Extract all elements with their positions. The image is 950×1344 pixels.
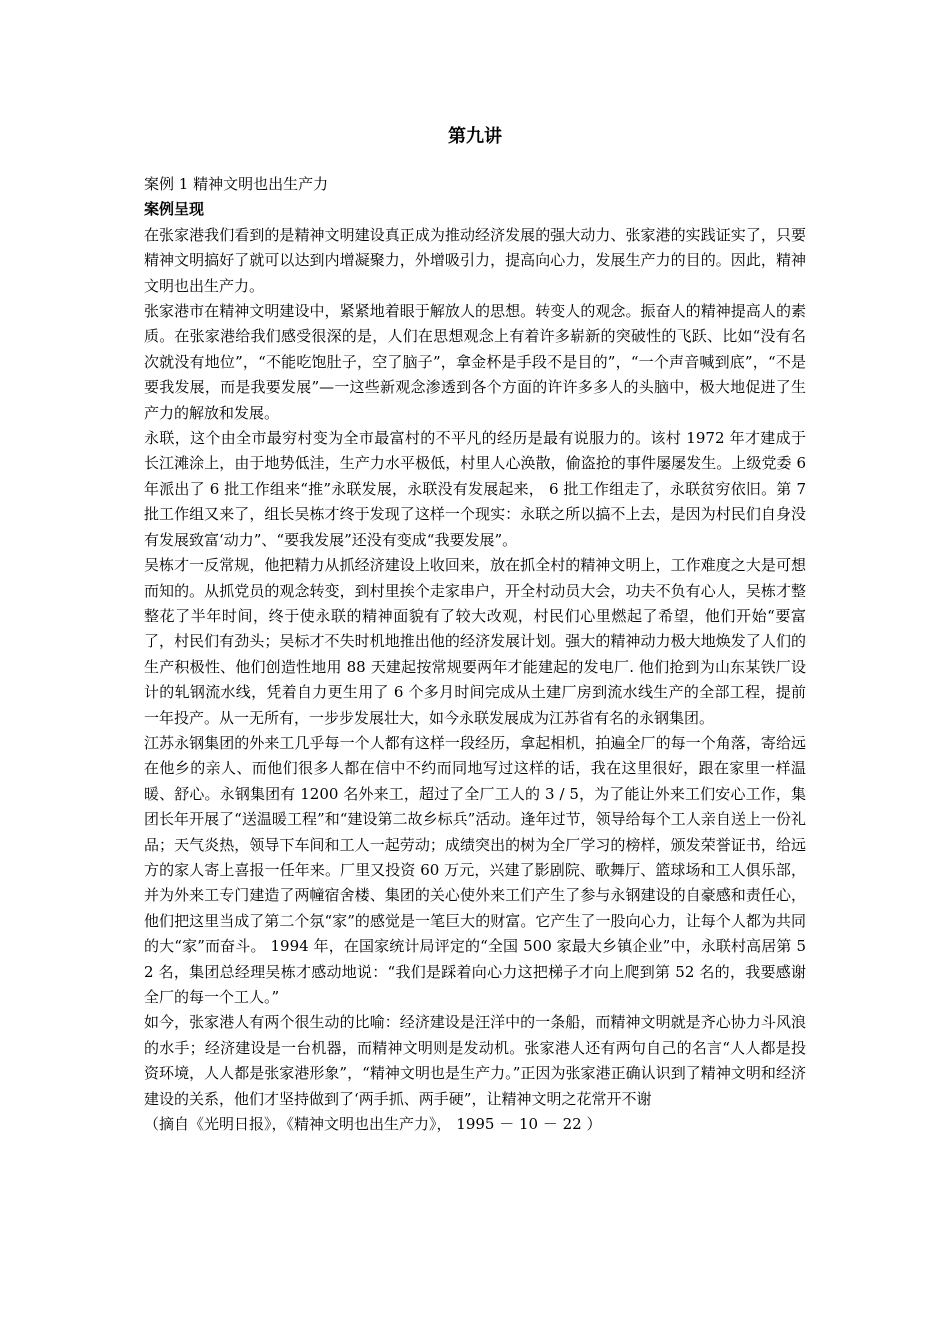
paragraph: 张家港市在精神文明建设中，紧紧地着眼于解放人的思想。转变人的观念。振奋人的精神提高人的素质。在张家港给我们感受很深的是，人们在思想观念上有着许多崭新的突破性的飞跃、比如“没有名次就没有地位”，“不能吃饱肚子，空了脑子”，拿金杯是手段不是目的”，“一个声音喊到底”，“不是要我发展，而是我要发展”—一这些新观念渗透到各个方面的许许多多人的头脑中，极大地促进了生产力的解放和发展。 (144, 302, 806, 422)
section-heading: 案例呈现 (144, 200, 205, 219)
paragraph: 吴栋才一反常规，他把精力从抓经济建设上收回来，放在抓全村的精神文明上，工作难度之大是可想而知的。从抓党员的观念转变，到村里挨个走家串户，开全村动员大会，功夫不负有心人，吴栋才整整花了半年时间，终于使永联的精神面貌有了较大改观，村民们心里燃起了希望，他们开始“要富了，村民们有劲头；吴标才不失时机地推出他的经济发展计划。强大的精神动力极大地焕发了人们的生产积极性、他们创造性地用 88 天建起按常规要两年才能建起的发电厂. 他们抢到为山东某铁厂设计的轧钢流水线，凭着自力更生用了 6 个多月时间完成从土建厂房到流水线生产的全部工程，提前一年投产。从一无所有，一步步发展壮大，如今永联发展成为江苏省有名的永钢集团。 (144, 556, 806, 727)
paragraph: 如今，张家港人有两个很生动的比喻：经济建设是汪洋中的一条船，而精神文明就是齐心协力斗风浪的水手；经济建设是一台机器，而精神文明则是发动机。张家港人还有两句自己的名言“人人都是投资环境，人人都是张家港形象”，“精神文明也是生产力。”正因为张家港正确认识到了精神文明和经济建设的关系，他们才坚持做到了‘两手抓、两手硬”，让精神文明之花常开不谢 (144, 1013, 806, 1108)
page-title: 第九讲 (448, 126, 502, 147)
paragraph: 永联，这个由全市最穷村变为全市最富村的不平凡的经历是最有说服力的。该村 1972 年才建成于长江滩涂上，由于地势低洼，生产力水平极低，村里人心涣散，偷盗抢的事件屡屡发生。上级党委 6 年派出了 6 批工作组来“推”永联发展，永联没有发展起来， 6 批工作组走了，永联贫穷依旧。第 7 批工作组又来了，组长吴栋才终于发现了这样一个现实：永联之所以搞不上去，是因为村民们自身没有发展致富‘动力”、“要我发展”还没有变成“我要发展”。 (144, 429, 806, 549)
document-body (144, 172, 806, 1137)
paragraph: 在张家港我们看到的是精神文明建设真正成为推动经济发展的强大动力、张家港的实践证实了，只要精神文明搞好了就可以达到内增凝聚力，外增吸引力，提高向心力，发展生产力的目的。因此，精神文明也出生产力。 (144, 225, 806, 295)
case-title: 案例 1 精神文明也出生产力 (144, 175, 329, 193)
source-note: （摘自《光明日报》，《精神文明也出生产力》， 1995 － 10 － 22 ） (144, 1115, 602, 1134)
paragraph: 江苏永钢集团的外来工几乎每一个人都有这样一段经历，拿起相机，拍遍全厂的每一个角落，寄给远在他乡的亲人、而他们很多人都在信中不约而同地写过这样的话，我在这里很好，跟在家里一样温暖、舒心。永钢集团有 1200 名外来工，超过了全厂工人的 3 / 5，为了能让外来工们安心工作，集团长年开展了“送温暖工程”和“建设第二故乡标兵”活动。逢年过节，领导给每个工人亲自送上一份礼品；天气炎热，领导下车间和工人一起劳动；成绩突出的树为全厂学习的榜样，颁发荣誉证书，给远方的家人寄上喜报一任年来。厂里又投资 60 万元，兴建了影剧院、歌舞厅、篮球场和工人俱乐部，并为外来工专门建造了两幢宿舍楼、集团的关心使外来工们产生了参与永钢建设的自豪感和责任心，他们把这里当成了第二个氛“家”的感觉是一笔巨大的财富。它产生了一股向心力，让每个人都为共同的大“家”而奋斗。 1994 年，在国家统计局评定的“全国 500 家最大乡镇企业”中，永联村高居第 52 名，集团总经理吴栋才感动地说：“我们是踩着向心力这把梯子才向上爬到第 52 名的，我要感谢全厂的每一个工人。” (144, 733, 806, 1006)
